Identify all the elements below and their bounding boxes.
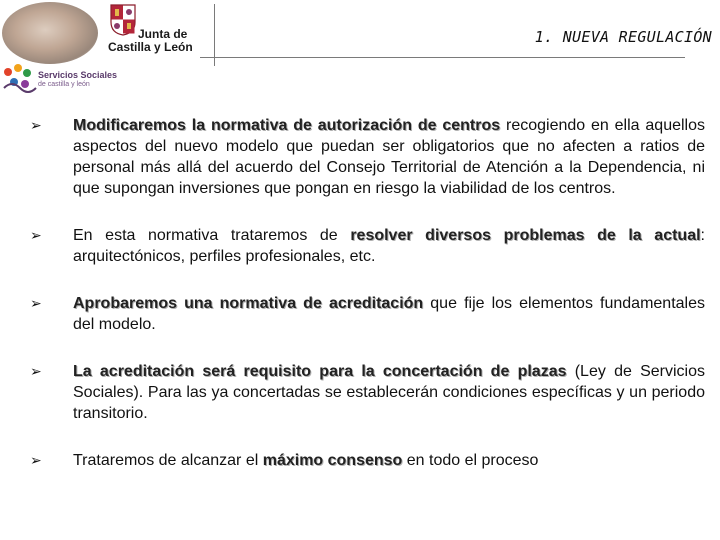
arrow-bullet-icon: ➢ bbox=[30, 363, 42, 379]
header bbox=[0, 0, 720, 100]
list-item bbox=[30, 225, 705, 267]
logo-line1: Junta de bbox=[138, 27, 188, 41]
bullet-pre: Trataremos de alcanzar el bbox=[73, 452, 263, 469]
bullet-text bbox=[73, 361, 705, 424]
bullet-emphasis: máximo consenso bbox=[262, 452, 403, 469]
bullet-post: : arquitectónicos, perfiles profesionales, etc. bbox=[73, 227, 705, 265]
bullet-post: en todo el proceso bbox=[402, 452, 539, 469]
bullet-text bbox=[73, 225, 705, 267]
bullet-pre: En esta normativa trataremos de bbox=[73, 227, 351, 244]
list-item bbox=[30, 115, 705, 199]
header-horizontal-divider bbox=[200, 57, 685, 58]
arrow-bullet-icon: ➢ bbox=[30, 452, 42, 468]
bullet-emphasis: Aprobaremos una normativa de acreditación bbox=[73, 295, 424, 312]
logo-line2: Castilla y León bbox=[108, 40, 193, 54]
servicios-sociales-text bbox=[38, 70, 117, 90]
header-photo bbox=[2, 2, 98, 64]
bullet-list bbox=[30, 115, 705, 497]
servicios-title: Servicios Sociales bbox=[38, 70, 118, 80]
bullet-text bbox=[73, 450, 705, 471]
arrow-bullet-icon: ➢ bbox=[30, 295, 42, 311]
bullet-emphasis: La acreditación será requisito para la concertación de plazas bbox=[73, 363, 567, 380]
bullet-text bbox=[73, 293, 705, 335]
bullet-emphasis: Modificaremos la normativa de autorización de centros bbox=[73, 117, 501, 134]
bullet-text bbox=[73, 115, 705, 199]
list-item bbox=[30, 361, 705, 424]
bullet-post: que fije los elementos fundamentales del modelo. bbox=[73, 295, 705, 333]
arrow-bullet-icon: ➢ bbox=[30, 227, 42, 243]
bullet-post: recogiendo en ella aquellos aspectos del nuevo modelo que puedan ser obligatorios que no afecten a ratios de personal más allá del acuerdo del Consejo Territorial de Atención a la Dependencia, ni que supongan inversiones que pongan en riesgo la viabilidad de los centros. bbox=[73, 117, 705, 197]
list-item bbox=[30, 293, 705, 335]
bullet-post: (Ley de Servicios Sociales). Para las ya concertadas se establecerán condiciones específicas y un periodo transitorio. bbox=[73, 363, 705, 422]
list-item bbox=[30, 450, 705, 471]
slide-title: 1. NUEVA REGULACIÓN bbox=[534, 28, 712, 46]
bullet-emphasis: resolver diversos problemas de la actual bbox=[350, 227, 701, 244]
junta-logo-text bbox=[108, 27, 198, 54]
servicios-sociales-logo-icon bbox=[0, 62, 40, 94]
servicios-subtitle: de castilla y león bbox=[38, 81, 90, 88]
arrow-bullet-icon: ➢ bbox=[30, 117, 42, 133]
